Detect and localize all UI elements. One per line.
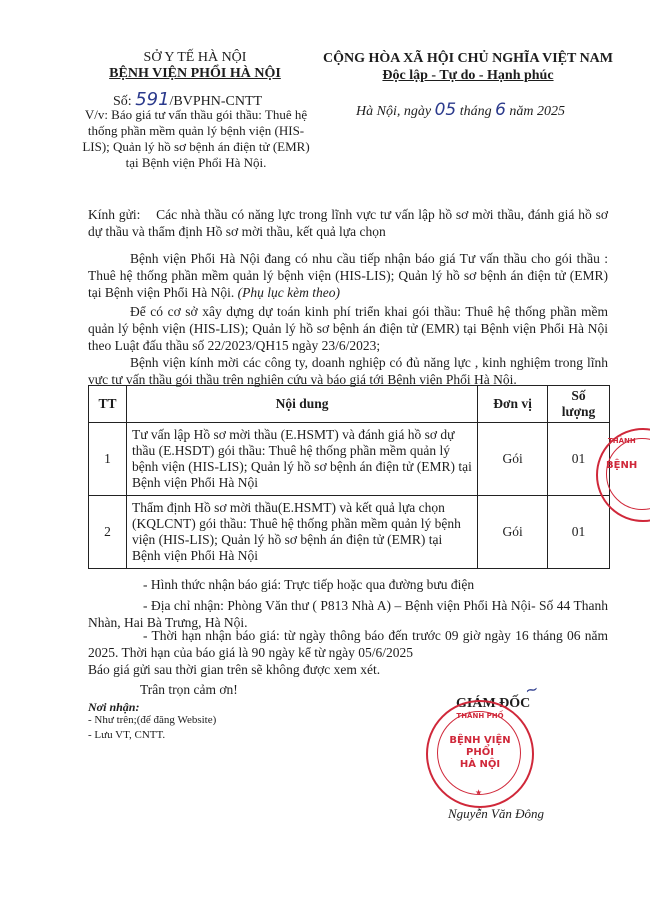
closing-thanks: Trân trọn cảm ơn! xyxy=(140,682,238,697)
seal-line: BỆNH VIỆN xyxy=(449,735,511,746)
seal-center-text: BỆNH xyxy=(606,460,638,471)
seal-line: HÀ NỘI xyxy=(459,759,501,770)
table-row xyxy=(89,496,610,569)
seal-inner-ring xyxy=(606,438,650,510)
kinh-gui-label: Kính gửi: xyxy=(88,207,141,222)
date-prefix: Hà Nội, ngày xyxy=(356,104,432,119)
so-number-handwritten: 591 xyxy=(135,89,170,110)
hospital-name: BỆNH VIỆN PHỔI HÀ NỘI xyxy=(109,66,281,81)
official-seal xyxy=(426,700,534,808)
signature-scribble: ~ xyxy=(523,678,541,701)
row-unit: Gói xyxy=(478,423,548,496)
row-content: Thẩm định Hồ sơ mời thầu(E.HSMT) và kết quả lựa chọn (KQLCNT) gói thầu: Thuê hệ thống phần mềm quản lý bệnh viện (HIS-LIS); Quản lý hồ sơ bệnh án điện tử (EMR) tại Bệnh viện Phổi Hà Nội xyxy=(126,496,477,569)
header-content: Nội dung xyxy=(126,386,477,423)
motto: Độc lập - Tự do - Hạnh phúc xyxy=(382,68,554,83)
date-mid: tháng xyxy=(459,104,492,119)
kinh-gui-text: Các nhà thầu có năng lực trong lĩnh vực tư vấn lập hồ sơ mời thầu, đánh giá hồ sơ dự thầu và thẩm định Hồ sơ mời thầu, kết quả lựa chọn xyxy=(88,207,609,239)
signature-title: GIÁM ĐỐC xyxy=(456,696,531,711)
paragraph-invitation: Bệnh viện kính mời các công ty, doanh nghiệp có đủ năng lực , kinh nghiệm trong lĩnh vực tư vấn thầu gói thầu trên nghiên cứu và báo giá tới Bệnh viện Phổi Hà Nội. xyxy=(88,355,608,387)
row-content: Tư vấn lập Hồ sơ mời thầu (E.HSMT) và đánh giá hồ sơ dự thầu (E.HSDT) gói thầu: Thuê hệ thống phần mềm quản lý bệnh viện (HIS-LIS); Quản lý hồ sơ bệnh án điện tử (EMR) tại Bệnh viện Phổi Hà Nội xyxy=(126,423,477,496)
seal-top-text: THÀNH PHỐ xyxy=(456,712,504,720)
recipient-item: - Lưu VT, CNTT. xyxy=(88,729,166,741)
agency-name: SỞ Y TẾ HÀ NỘI xyxy=(143,50,247,65)
seal-center-text xyxy=(428,735,532,771)
recipient-item: - Như trên;(để đăng Website) xyxy=(88,714,217,726)
header-unit: Đơn vị xyxy=(478,386,548,423)
so-label: Số: xyxy=(113,94,132,109)
table-row xyxy=(89,423,610,496)
detail-receive-method: - Hình thức nhận báo giá: Trực tiếp hoặc qua đường bưu điện xyxy=(143,577,475,592)
date-suffix: năm 2025 xyxy=(509,104,566,119)
recipients-block xyxy=(88,206,608,240)
paragraph-intro xyxy=(88,250,608,301)
detail-address: - Địa chỉ nhận: Phòng Văn thư ( P813 Nhà A) – Bệnh viện Phổi Hà Nội- Số 44 Thanh Nhàn, Hai Bà Trưng, Hà Nội. xyxy=(88,598,608,630)
row-quantity: 01 xyxy=(548,496,610,569)
quotation-table xyxy=(88,385,610,569)
subject-line: V/v: Báo giá tư vấn thầu gói thầu: Thuê hệ thống phần mềm quản lý bệnh viện (HIS-LIS); Quản lý hồ sơ bệnh án điện tử (EMR) tại Bệnh viện Phổi Hà Nội. xyxy=(82,107,310,170)
signer-name: Nguyễn Văn Đông xyxy=(448,806,545,821)
detail-deadline: - Thời hạn nhận báo giá: từ ngày thông báo đến trước 09 giờ ngày 16 tháng 06 năm 2025. Thời hạn của báo giá là 90 ngày kể từ ngày 05/6/2025 xyxy=(88,628,608,660)
row-tt: 1 xyxy=(89,423,127,496)
recipients-label: Nơi nhận: xyxy=(88,700,140,714)
row-quantity: 01 xyxy=(548,423,610,496)
date-month-handwritten: 6 xyxy=(495,100,506,120)
paragraph-basis: Để có cơ sở xây dựng dự toán kinh phí triển khai gói thầu: Thuê hệ thống phần mềm quản lý bệnh viện (HIS-LIS); Quản lý hồ sơ bệnh án điện tử (EMR) tại Bệnh viện Phổi Hà Nội theo Luật đấu thầu số 22/2023/QH15 ngày 23/6/2023; xyxy=(88,304,608,353)
detail-late-note: Báo giá gửi sau thời gian trên sẽ không được xem xét. xyxy=(88,662,381,677)
date-line xyxy=(356,100,565,120)
row-unit: Gói xyxy=(478,496,548,569)
date-day-handwritten: 05 xyxy=(434,100,457,120)
row-tt: 2 xyxy=(89,496,127,569)
so-suffix: /BVPHN-CNTT xyxy=(169,94,263,109)
seal-top-text: THÀNH xyxy=(608,437,636,445)
seal-star-icon: ★ xyxy=(475,788,483,797)
republic-title: CỘNG HÒA XÃ HỘI CHỦ NGHĨA VIỆT NAM xyxy=(322,51,613,66)
table-header-row xyxy=(89,386,610,423)
seal-line: PHỔI xyxy=(466,747,494,758)
header-tt: TT xyxy=(89,386,127,423)
paragraph-intro-text: Bệnh viện Phổi Hà Nội đang có nhu cầu tiếp nhận báo giá Tư vấn thầu cho gói thầu : Thuê hệ thống phần mềm quản lý bệnh viện (HIS-LIS); Quản lý hồ sơ bệnh án điện tử (EMR) tại Bệnh viện Phổi Hà Nội. xyxy=(88,251,608,300)
header-quantity: Số lượng xyxy=(548,386,610,423)
appendix-note: (Phụ lục kèm theo) xyxy=(237,285,340,300)
